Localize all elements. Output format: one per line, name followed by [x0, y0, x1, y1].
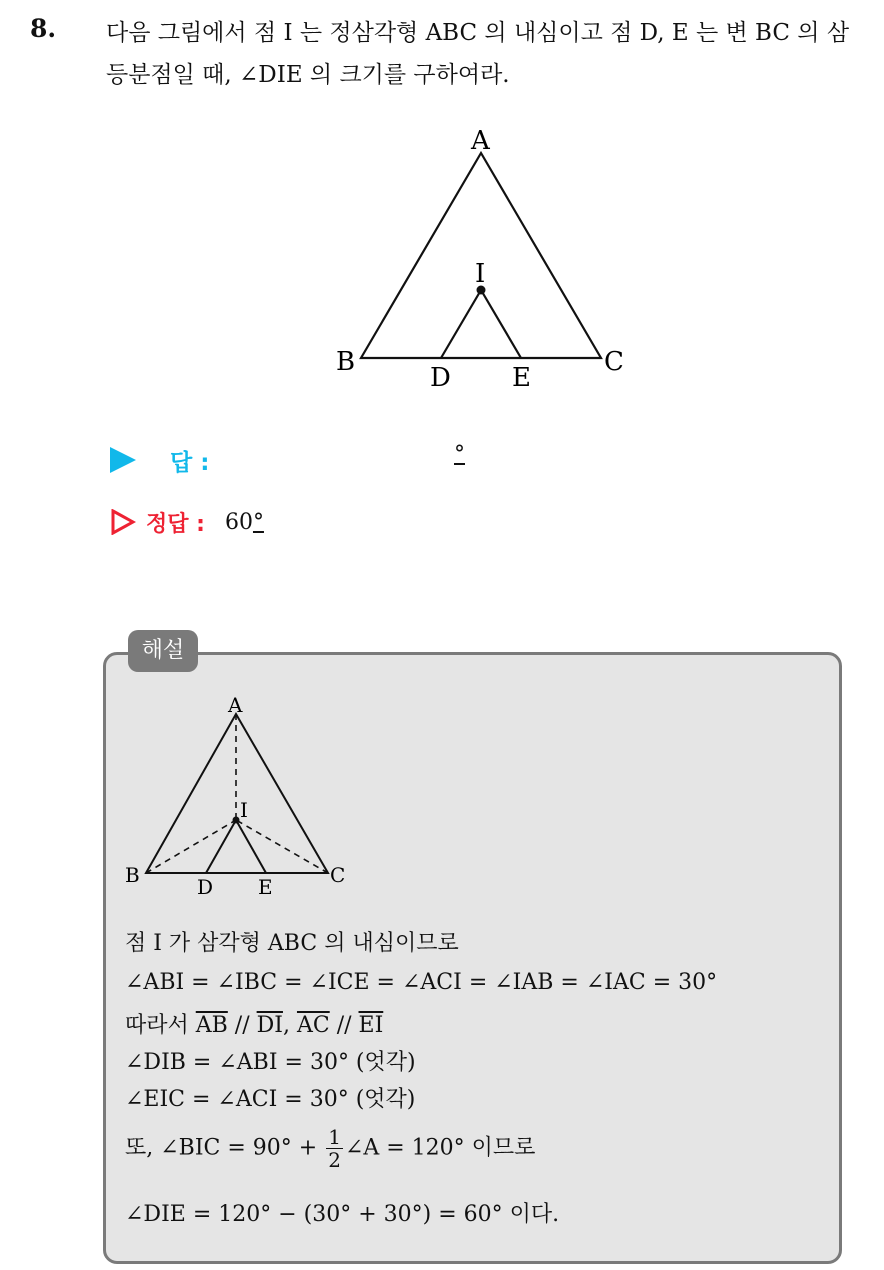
sol-triangle-abc: [146, 714, 328, 873]
sol-label-e: E: [258, 875, 273, 899]
answer-label: 답 :: [170, 449, 210, 476]
sol-dashed-ci: [236, 820, 328, 873]
segment-ac: $\overline{AC}$: [296, 1013, 330, 1038]
sol-triangle-die: [206, 820, 266, 873]
label-b: B: [336, 347, 356, 377]
correct-answer-label: 정답 :: [146, 511, 205, 537]
sol-label-a: A: [228, 693, 243, 717]
solution-line-2: ∠ABI = ∠IBC = ∠ICE = ∠ACI = ∠IAB = ∠IAC = 30°: [125, 970, 718, 995]
segment-di: $\overline{DI}$: [256, 1013, 283, 1038]
solution-line-3: 따라서 $\overline{AB} // \overline{DI}$, $\overline{AC} // \overline{EI}$: [125, 1013, 384, 1038]
fraction-one-half: $\frac{1}{2}$: [328, 1125, 341, 1172]
sol-label-i: I: [240, 798, 248, 822]
question-text: 다음 그림에서 점 I 는 정삼각형 ABC 의 내심이고 점 D, E 는 변 BC 의 삼등분점일 때, ∠DIE 의 크기를 구하여라.: [106, 20, 850, 88]
correct-answer-value: 60°: [224, 509, 264, 535]
triangle-die: [441, 290, 521, 358]
sol-dashed-bi: [146, 820, 236, 873]
answer-row: [110, 440, 209, 480]
solution-line-6: 또, ∠BIC = 90° + $\frac{1}{2}$ ∠A = 120° 이므로: [125, 1125, 536, 1172]
sol-label-c: C: [330, 863, 346, 887]
solution-line-1: 점 I 가 삼각형 ABC 의 내심이므로: [125, 931, 459, 956]
solution-line-5: ∠EIC = ∠ACI = 30° (엇각): [125, 1087, 416, 1112]
sol-label-b: B: [125, 863, 140, 887]
label-d: D: [430, 363, 451, 393]
play-outline-icon: [110, 509, 136, 535]
label-a: A: [471, 126, 490, 156]
correct-answer-row: [110, 502, 264, 542]
label-c: C: [604, 347, 624, 377]
solution-line-7: ∠DIE = 120° − (30° + 30°) = 60° 이다.: [125, 1202, 560, 1227]
main-triangle-figure: [330, 118, 630, 398]
solution-triangle-figure: [118, 692, 358, 902]
segment-ei: $\overline{EI}$: [358, 1013, 384, 1038]
question-number: 8.: [30, 14, 57, 43]
segment-ab: $\overline{AB}$: [195, 1013, 228, 1038]
play-icon: [110, 447, 136, 473]
sol-incenter-point: [233, 817, 240, 824]
sol-label-d: D: [197, 875, 214, 899]
triangle-abc: [361, 153, 601, 358]
label-i: I: [475, 259, 486, 289]
solution-tab: 해설: [128, 630, 198, 672]
label-e: E: [512, 363, 531, 393]
solution-line-4: ∠DIB = ∠ABI = 30° (엇각): [125, 1050, 416, 1075]
answer-blank-unit[interactable]: °: [454, 442, 465, 467]
